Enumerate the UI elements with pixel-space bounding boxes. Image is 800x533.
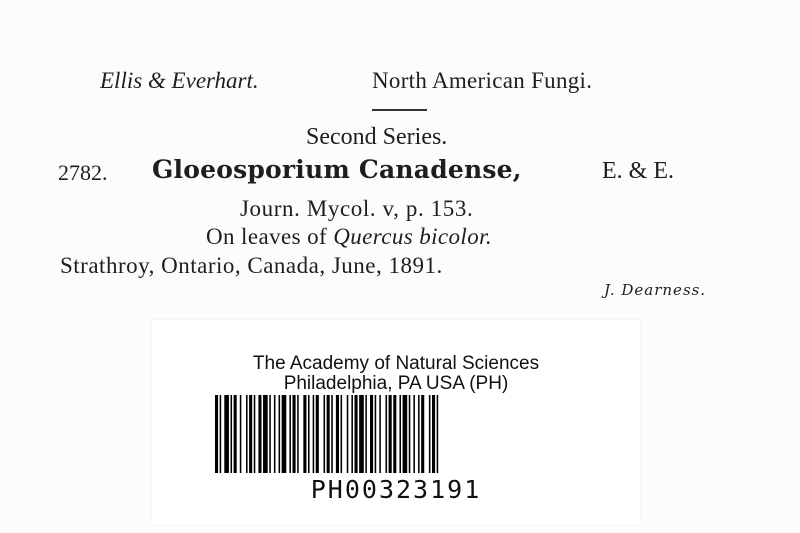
host-taxon: Quercus bicolor.	[333, 224, 493, 249]
barcode-bar	[254, 395, 256, 473]
barcode-bar	[327, 395, 330, 473]
literature-reference: Journ. Mycol. v, p. 153.	[240, 196, 474, 221]
barcode-bar	[347, 395, 349, 473]
barcode-bar	[220, 395, 222, 473]
barcode-graphic	[215, 395, 577, 473]
barcode-label	[152, 320, 640, 525]
barcode-bar	[341, 395, 343, 473]
barcode-bar	[289, 395, 291, 473]
barcode-bar	[234, 395, 237, 473]
barcode-bar	[393, 395, 396, 473]
barcode-bar	[370, 395, 373, 473]
barcode-bar	[386, 395, 388, 473]
barcode-bar	[279, 395, 281, 473]
barcode-bar	[418, 395, 420, 473]
barcode-bar	[331, 395, 333, 473]
barcode-bar	[293, 395, 296, 473]
barcode-bar	[429, 395, 431, 473]
specimen-number: 2782.	[58, 160, 108, 185]
barcode-bar	[403, 395, 408, 473]
institution-name: The Academy of Natural Sciences	[252, 353, 540, 374]
barcode-bar	[355, 395, 358, 473]
barcode-bar	[413, 395, 415, 473]
barcode-bar	[249, 395, 252, 473]
barcode-bar	[316, 395, 319, 473]
barcode-bar	[359, 395, 364, 473]
barcode-bar	[389, 395, 392, 473]
barcode-bar	[269, 395, 271, 473]
species-author: E. & E.	[602, 158, 674, 184]
barcode-bar	[375, 395, 377, 473]
host-line	[206, 224, 492, 250]
barcode-bar	[421, 395, 424, 473]
barcode-bar	[215, 395, 218, 473]
barcode-bar	[263, 395, 268, 473]
host-prefix: On leaves of	[206, 224, 328, 249]
barcode-bar	[258, 395, 261, 473]
barcode-bar	[351, 395, 353, 473]
authors: Ellis & Everhart.	[100, 68, 259, 93]
barcode-bar	[274, 395, 276, 473]
barcode-bar	[399, 395, 401, 473]
barcode-bar	[282, 395, 287, 473]
series-title: North American Fungi.	[372, 68, 593, 93]
barcode-bar	[324, 395, 326, 473]
barcode-bar	[240, 395, 242, 473]
barcode-bar	[336, 395, 339, 473]
institution-location: Philadelphia, PA USA (PH)	[283, 373, 509, 394]
collector: J. Dearness.	[604, 281, 707, 299]
barcode-bar	[246, 395, 248, 473]
barcode-bar	[409, 395, 411, 473]
locality: Strathroy, Ontario, Canada, June, 1891.	[60, 253, 443, 278]
barcode-bar	[437, 395, 439, 473]
barcode-bar	[313, 395, 315, 473]
barcode-bar	[303, 395, 306, 473]
series: Second Series.	[306, 124, 448, 150]
barcode-bar	[231, 395, 233, 473]
species-name: Gloeosporium Canadense,	[152, 155, 522, 184]
barcode-bar	[379, 395, 381, 473]
barcode-number: PH00323191	[310, 475, 482, 504]
barcode-bar	[308, 395, 310, 473]
barcode-bar	[224, 395, 229, 473]
divider	[372, 109, 427, 111]
barcode-bar	[365, 395, 367, 473]
barcode-bar	[432, 395, 435, 473]
barcode-bar	[297, 395, 299, 473]
